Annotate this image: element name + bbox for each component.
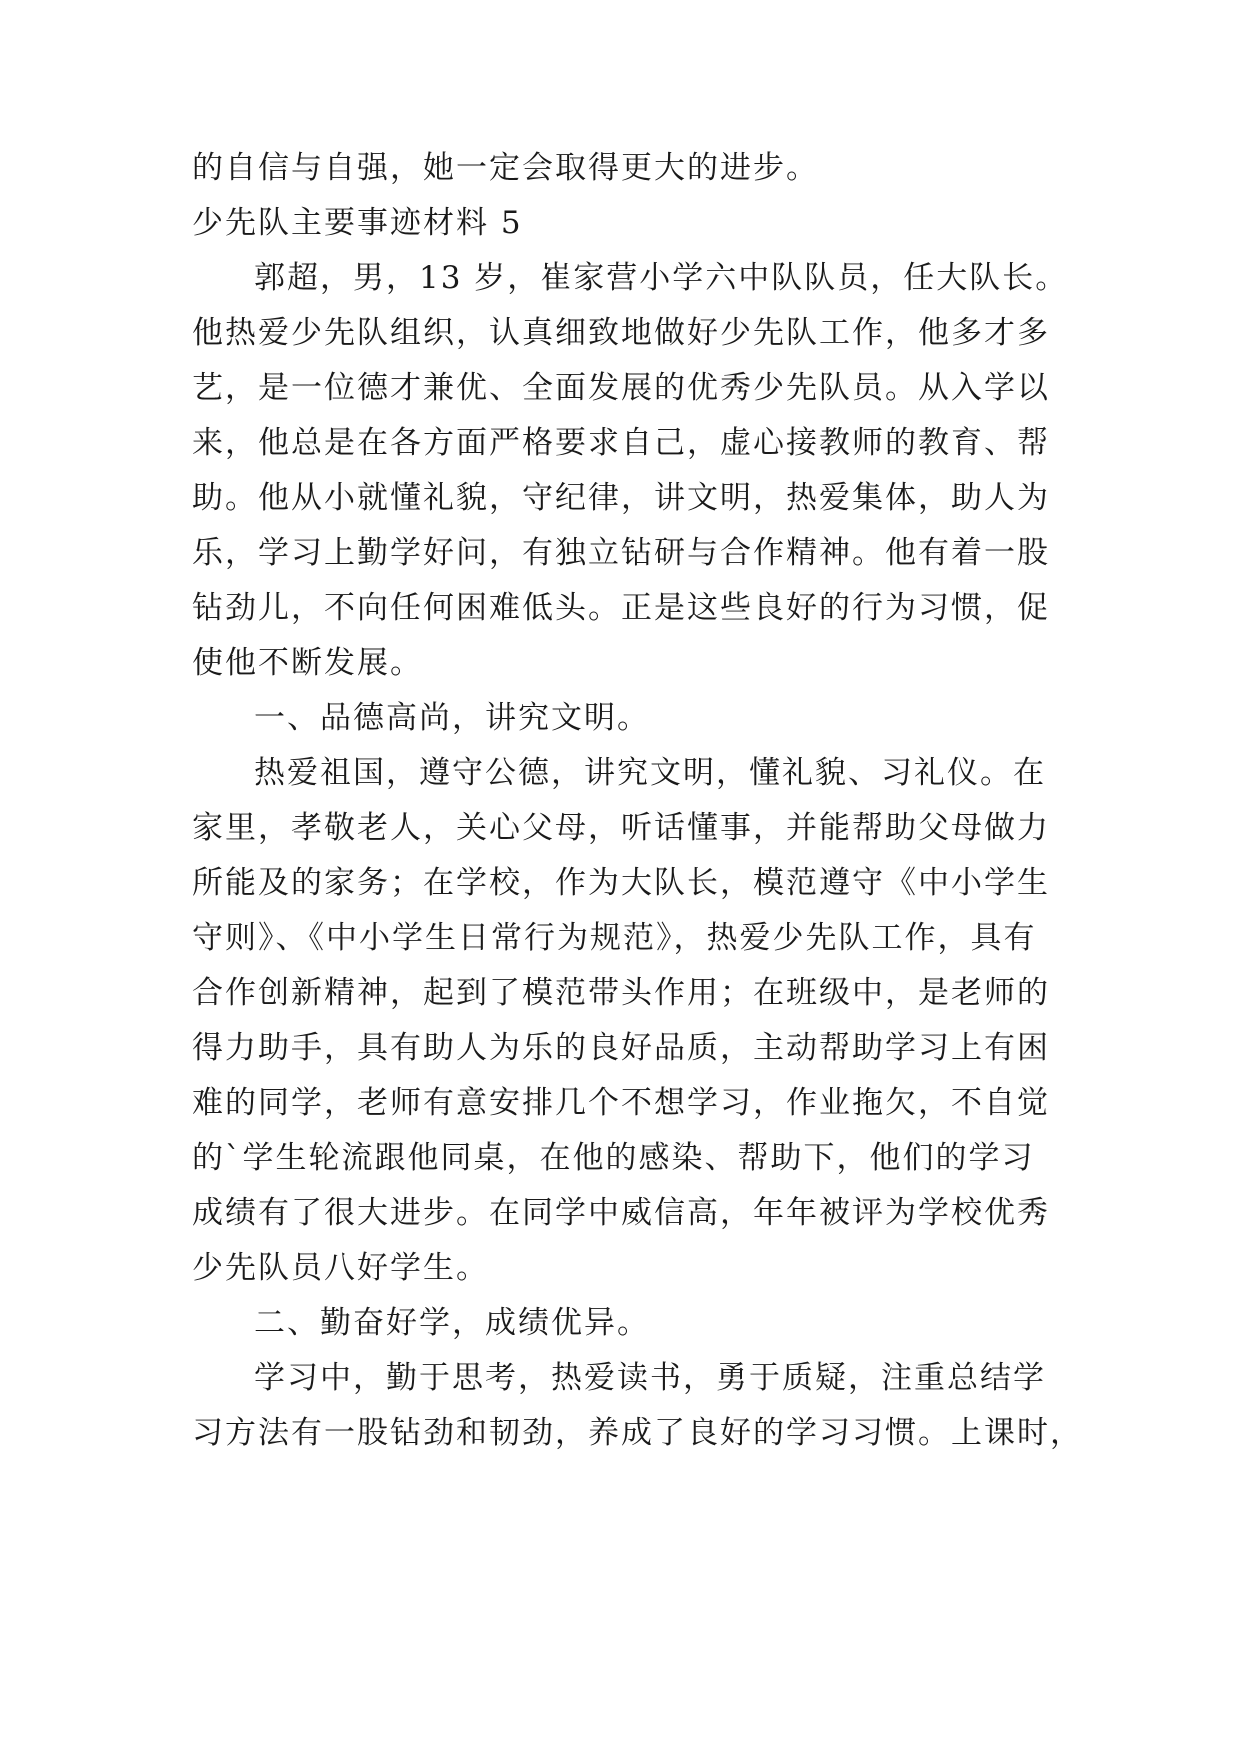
body-text-line: 守则》、《中小学生日常行为规范》，热爱少先队工作，具有 — [192, 920, 1037, 956]
paragraph-first-line: 学习中，勤于思考，热爱读书，勇于质疑，注重总结学 — [254, 1360, 1046, 1396]
body-text-line: 难的同学，老师有意安排几个不想学习，作业拖欠，不自觉 — [192, 1085, 1050, 1121]
body-text-line: 成绩有了很大进步。在同学中威信高，年年被评为学校优秀 — [192, 1195, 1050, 1231]
section-title: 少先队主要事迹材料 5 — [192, 205, 523, 241]
body-text-line: 家里，孝敬老人，关心父母，听话懂事，并能帮助父母做力 — [192, 810, 1050, 846]
subheading: 一、品德高尚，讲究文明。 — [254, 700, 650, 736]
body-text-line: 艺，是一位德才兼优、全面发展的优秀少先队员。从入学以 — [192, 370, 1050, 406]
body-text-line: 的自信与自强，她一定会取得更大的进步。 — [192, 150, 819, 186]
body-text-line: 习方法有一股钻劲和韧劲，养成了良好的学习习惯。上课时， — [192, 1415, 1083, 1451]
subheading: 二、勤奋好学，成绩优异。 — [254, 1305, 650, 1341]
paragraph-first-line: 热爱祖国，遵守公德，讲究文明，懂礼貌、习礼仪。在 — [254, 755, 1046, 791]
body-text-line: 乐，学习上勤学好问，有独立钻研与合作精神。他有着一股 — [192, 535, 1050, 571]
body-text-line: 的`学生轮流跟他同桌，在他的感染、帮助下，他们的学习 — [192, 1140, 1035, 1176]
paragraph-first-line: 郭超，男，13 岁，崔家营小学六中队队员，任大队长。 — [254, 260, 1069, 296]
body-text-line: 合作创新精神，起到了模范带头作用；在班级中，是老师的 — [192, 975, 1050, 1011]
body-text-line: 少先队员八好学生。 — [192, 1250, 489, 1286]
body-text-line: 钻劲儿，不向任何困难低头。正是这些良好的行为习惯，促 — [192, 590, 1050, 626]
body-text-line: 所能及的家务；在学校，作为大队长，模范遵守《中小学生 — [192, 865, 1050, 901]
body-text-line: 助。他从小就懂礼貌，守纪律，讲文明，热爱集体，助人为 — [192, 480, 1050, 516]
body-text-line: 使他不断发展。 — [192, 645, 423, 681]
body-text-line: 得力助手，具有助人为乐的良好品质，主动帮助学习上有困 — [192, 1030, 1050, 1066]
body-text-line: 他热爱少先队组织，认真细致地做好少先队工作，他多才多 — [192, 315, 1050, 351]
body-text-line: 来，他总是在各方面严格要求自己，虚心接教师的教育、帮 — [192, 425, 1050, 461]
